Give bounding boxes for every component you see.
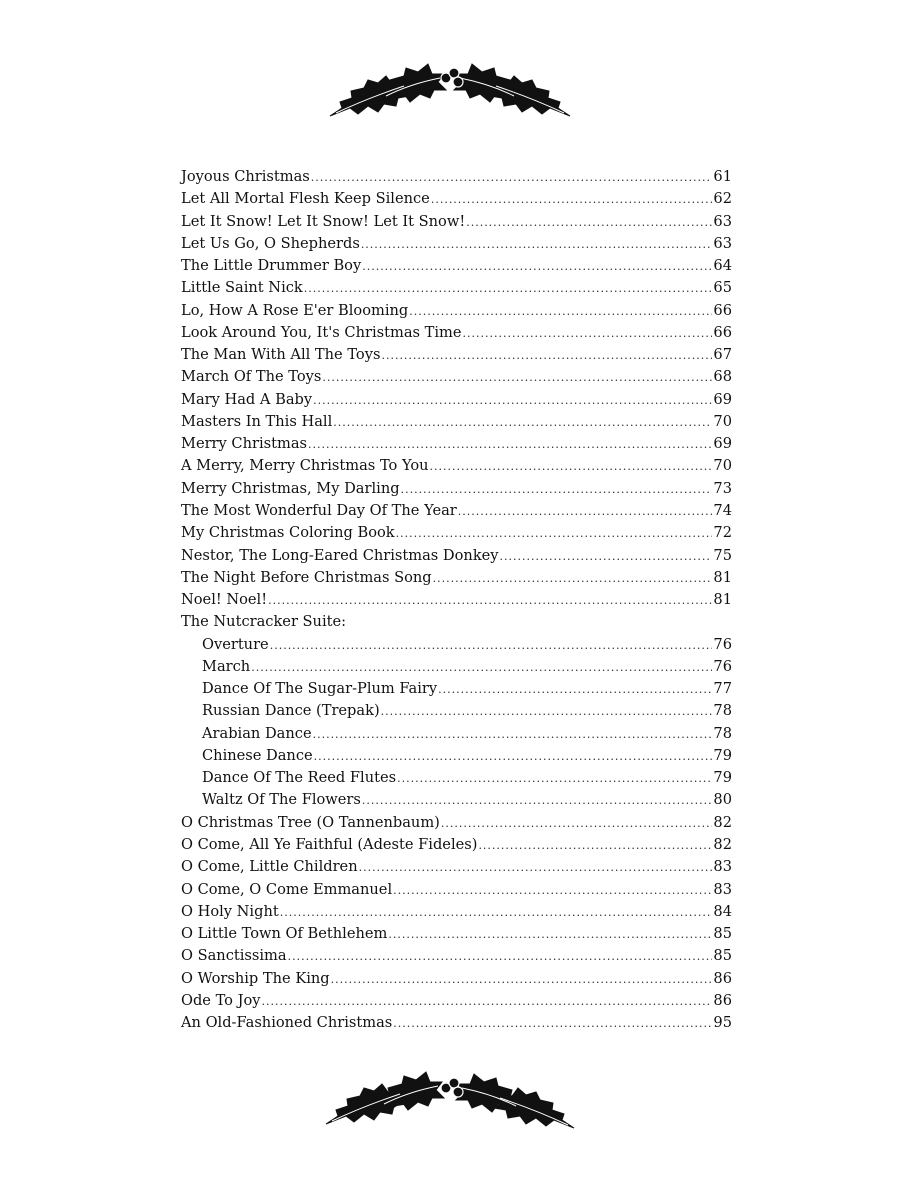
toc-entry-page-number: 78 (713, 702, 732, 720)
dot-leader (270, 635, 713, 657)
dot-leader (322, 367, 712, 389)
dot-leader (262, 991, 713, 1013)
toc-entry (181, 188, 732, 210)
dot-leader (313, 390, 712, 412)
toc-entry-page-number: 74 (713, 501, 732, 519)
toc-entry-page-number: 75 (713, 546, 732, 564)
toc-entry (181, 567, 732, 589)
toc-entry-title: Chinese Dance (202, 746, 313, 764)
toc-entry (181, 233, 732, 255)
table-of-contents (181, 166, 732, 1034)
toc-entry-title: Let Us Go, O Shepherds (181, 234, 360, 252)
toc-entry-title: Let All Mortal Flesh Keep Silence (181, 190, 430, 208)
toc-entry-page-number: 67 (713, 346, 732, 364)
dot-leader (401, 479, 713, 501)
dot-leader (333, 412, 712, 434)
toc-entry (181, 433, 732, 455)
toc-entry (181, 545, 732, 567)
toc-entry-page-number: 69 (713, 390, 732, 408)
dot-leader (433, 568, 713, 590)
dot-leader (331, 969, 713, 991)
toc-entry-page-number: 82 (713, 813, 732, 831)
dot-leader (362, 256, 712, 278)
toc-entry-title: The Man With All The Toys (181, 346, 381, 364)
toc-entry-title: The Most Wonderful Day Of The Year (181, 501, 457, 519)
dot-leader (280, 902, 713, 924)
dot-leader (304, 278, 713, 300)
toc-entry-page-number: 83 (713, 880, 732, 898)
toc-entry-page-number: 66 (713, 301, 732, 319)
dot-leader (458, 501, 713, 523)
toc-entry-page-number: 86 (713, 969, 732, 987)
toc-entry-page-number: 63 (713, 234, 732, 252)
toc-entry-title: Noel! Noel! (181, 591, 268, 609)
toc-entry-page-number: 73 (713, 479, 732, 497)
toc-entry-title: Dance Of The Reed Flutes (202, 769, 397, 787)
toc-entry (181, 322, 732, 344)
toc-entry (181, 678, 732, 700)
toc-entry (181, 455, 732, 477)
toc-entry-page-number: 76 (713, 657, 732, 675)
toc-entry (181, 789, 732, 811)
toc-entry-title: An Old-Fashioned Christmas (181, 1014, 393, 1032)
toc-entry (181, 277, 732, 299)
toc-entry-title: O Worship The King (181, 969, 330, 987)
toc-entry-page-number: 66 (713, 323, 732, 341)
toc-entry-title: O Come, Little Children (181, 858, 358, 876)
toc-entry-page-number: 80 (713, 791, 732, 809)
toc-entry-page-number: 68 (713, 368, 732, 386)
toc-entry-page-number: 77 (713, 680, 732, 698)
toc-entry-page-number: 82 (713, 835, 732, 853)
toc-entry-title: Look Around You, It's Christmas Time (181, 323, 462, 341)
dot-leader (438, 679, 712, 701)
toc-entry-title: Russian Dance (Trepak) (202, 702, 380, 720)
dot-leader (381, 345, 712, 367)
toc-entry (181, 923, 732, 945)
toc-entry-page-number: 70 (713, 457, 732, 475)
toc-entry-page-number: 76 (713, 635, 732, 653)
toc-entry-page-number: 95 (713, 1014, 732, 1032)
toc-entry-page-number: 85 (713, 947, 732, 965)
toc-entry-title: Merry Christmas, My Darling (181, 479, 400, 497)
toc-entry (181, 211, 732, 233)
toc-entry-page-number: 65 (713, 279, 732, 297)
toc-entry (181, 1012, 732, 1034)
toc-entry (181, 344, 732, 366)
toc-entry-title: Nestor, The Long-Eared Christmas Donkey (181, 546, 499, 564)
toc-entry-page-number: 62 (713, 190, 732, 208)
toc-entry-title: Overture (202, 635, 269, 653)
toc-entry (181, 255, 732, 277)
toc-entry (181, 745, 732, 767)
dot-leader (388, 924, 712, 946)
dot-leader (361, 234, 713, 256)
dot-leader (500, 546, 713, 568)
toc-entry-title: A Merry, Merry Christmas To You (181, 457, 429, 475)
dot-leader (393, 1013, 712, 1035)
toc-entry (181, 478, 732, 500)
dot-leader (314, 746, 713, 768)
toc-entry-title: O Come, All Ye Faithful (Adeste Fideles) (181, 835, 478, 853)
dot-leader (359, 857, 713, 879)
toc-entry-page-number: 83 (713, 858, 732, 876)
toc-entry (181, 723, 732, 745)
toc-entry (181, 366, 732, 388)
toc-entry-page-number: 64 (713, 257, 732, 275)
toc-entry (181, 500, 732, 522)
dot-leader (466, 212, 712, 234)
toc-entry-title: Masters In This Hall (181, 412, 333, 430)
toc-entry-page-number: 79 (713, 746, 732, 764)
dot-leader (308, 434, 712, 456)
toc-entry-title: March Of The Toys (181, 368, 322, 386)
dot-leader (381, 701, 713, 723)
toc-entry-title: O Sanctissima (181, 947, 287, 965)
toc-entry (181, 834, 732, 856)
dot-leader (268, 590, 712, 612)
toc-entry-page-number: 84 (713, 902, 732, 920)
holly-bottom-icon (320, 1068, 580, 1138)
toc-entry-page-number: 63 (713, 212, 732, 230)
dot-leader (397, 768, 712, 790)
toc-entry (181, 856, 732, 878)
toc-entry (181, 166, 732, 188)
dot-leader (393, 880, 712, 902)
toc-entry-page-number: 81 (713, 568, 732, 586)
toc-entry-title: Arabian Dance (202, 724, 312, 742)
dot-leader (463, 323, 713, 345)
toc-entry-page-number: 81 (713, 591, 732, 609)
toc-entry-title: Waltz Of The Flowers (202, 791, 361, 809)
toc-entry (181, 879, 732, 901)
toc-entry (181, 901, 732, 923)
toc-entry-title: Merry Christmas (181, 435, 308, 453)
dot-leader (478, 835, 712, 857)
toc-entry-page-number: 86 (713, 991, 732, 1009)
dot-leader (311, 167, 713, 189)
dot-leader (441, 813, 713, 835)
toc-entry (181, 990, 732, 1012)
toc-entry-title: My Christmas Coloring Book (181, 524, 395, 542)
toc-entry-page-number: 78 (713, 724, 732, 742)
toc-entry (181, 968, 732, 990)
toc-entry (181, 300, 732, 322)
toc-entry (181, 611, 732, 633)
toc-entry (181, 634, 732, 656)
dot-leader (288, 946, 713, 968)
toc-entry-page-number: 70 (713, 412, 732, 430)
toc-entry (181, 812, 732, 834)
toc-entry (181, 411, 732, 433)
toc-entry-title: Little Saint Nick (181, 279, 303, 297)
dot-leader (313, 724, 713, 746)
toc-entry-title: O Come, O Come Emmanuel (181, 880, 393, 898)
toc-entry (181, 945, 732, 967)
toc-entry (181, 522, 732, 544)
toc-entry (181, 700, 732, 722)
toc-entry-title: Joyous Christmas (181, 168, 310, 185)
toc-entry-page-number: 79 (713, 769, 732, 787)
toc-entry-title: Ode To Joy (181, 991, 261, 1009)
toc-entry (181, 389, 732, 411)
toc-entry-page-number: 61 (713, 168, 732, 185)
toc-entry-title: Dance Of The Sugar-Plum Fairy (202, 680, 438, 698)
dot-leader (362, 790, 713, 812)
toc-entry-title: Mary Had A Baby (181, 390, 313, 408)
toc-entry-title: O Christmas Tree (O Tannenbaum) (181, 813, 440, 831)
toc-entry-title: O Holy Night (181, 902, 279, 920)
toc-entry-title: The Night Before Christmas Song (181, 568, 432, 586)
toc-entry (181, 589, 732, 611)
toc-entry (181, 656, 732, 678)
toc-entry-title: O Little Town Of Bethlehem (181, 925, 388, 943)
dot-leader (396, 523, 713, 545)
dot-leader (251, 657, 712, 679)
toc-entry-title: The Little Drummer Boy (181, 257, 362, 275)
dot-leader (431, 189, 713, 211)
toc-entry-title: Lo, How A Rose E'er Blooming (181, 301, 409, 319)
toc-entry-title: March (202, 657, 251, 675)
dot-leader (430, 456, 713, 478)
toc-entry-page-number: 69 (713, 435, 732, 453)
toc-entry-page-number: 85 (713, 925, 732, 943)
toc-entry (181, 767, 732, 789)
toc-entry-title: Let It Snow! Let It Snow! Let It Snow! (181, 212, 466, 230)
holly-top-icon (320, 58, 580, 128)
toc-entry-title: The Nutcracker Suite: (181, 613, 347, 631)
dot-leader (409, 301, 712, 323)
toc-entry-page-number: 72 (713, 524, 732, 542)
